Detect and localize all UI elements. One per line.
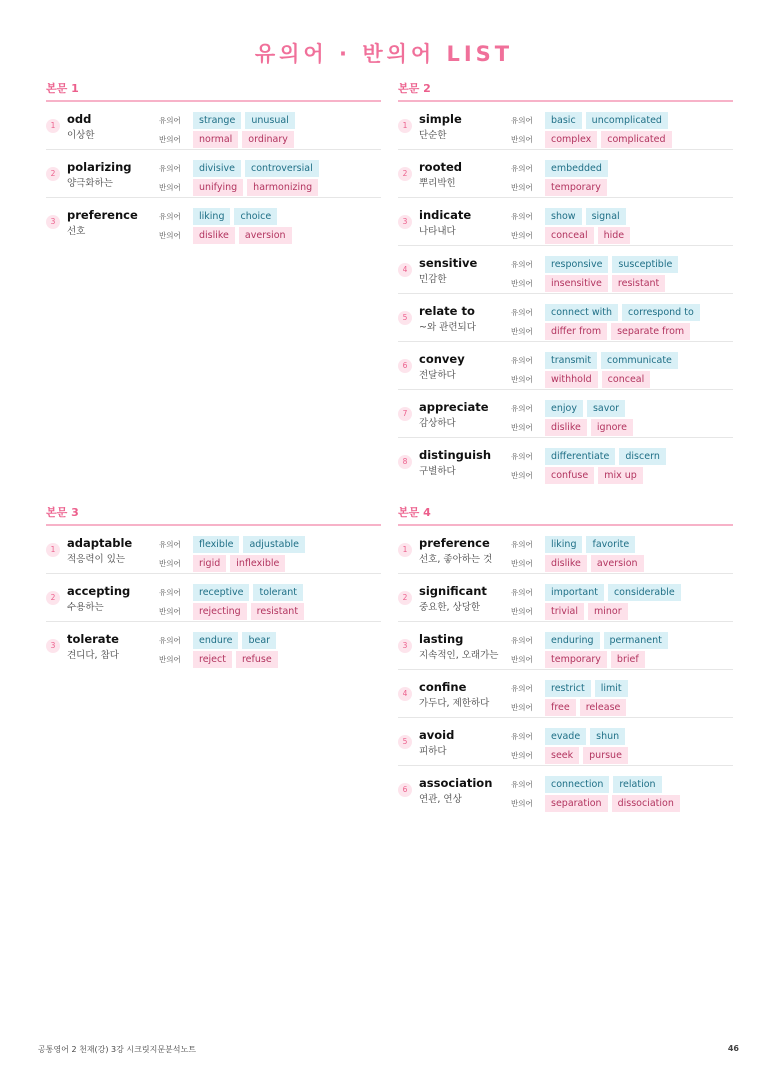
- entry-number-badge: 3: [398, 215, 412, 229]
- synonyms-row: [511, 447, 670, 465]
- vocab-entry: [398, 718, 733, 766]
- antonym-label: 반의어: [511, 374, 533, 384]
- synonym-tag: evade: [545, 728, 586, 745]
- vocab-meaning: ~와 관련되다: [419, 322, 476, 333]
- antonym-tag: complex: [545, 131, 597, 148]
- vocab-meaning: 단순한: [419, 130, 447, 141]
- page-number: 46: [727, 1044, 739, 1053]
- antonym-tag: dissociation: [612, 795, 680, 812]
- antonym-tag: temporary: [545, 179, 607, 196]
- synonym-tag: strange: [193, 112, 241, 129]
- entry-list: [46, 102, 381, 246]
- vocab-word: convey: [419, 352, 465, 366]
- page-title: 유의어 · 반의어 LIST: [254, 42, 514, 66]
- synonym-label: 유의어: [159, 539, 181, 549]
- vocab-meaning: 적응력이 있는: [67, 554, 126, 565]
- antonyms-row: [511, 274, 669, 292]
- synonym-tag: basic: [545, 112, 582, 129]
- vocab-word: avoid: [419, 728, 455, 742]
- synonym-tag: liking: [545, 536, 582, 553]
- vocab-word: sensitive: [419, 256, 478, 270]
- antonym-label: 반의어: [159, 654, 181, 664]
- antonyms-row: [511, 794, 684, 812]
- antonym-label: 반의어: [159, 606, 181, 616]
- antonym-tag: aversion: [591, 555, 644, 572]
- antonyms-row: [511, 650, 649, 668]
- synonyms-row: [511, 303, 704, 321]
- vocab-word: relate to: [419, 304, 475, 318]
- antonym-label: 반의어: [511, 558, 533, 568]
- synonym-tag: responsive: [545, 256, 608, 273]
- antonyms-row: [511, 602, 632, 620]
- antonym-tag: rejecting: [193, 603, 247, 620]
- vocab-meaning: 민감한: [419, 274, 447, 285]
- vocab-word: association: [419, 776, 493, 790]
- entry-list: [398, 102, 733, 486]
- synonym-label: 유의어: [511, 403, 533, 413]
- section-1: [46, 80, 381, 246]
- synonym-tag: bear: [242, 632, 276, 649]
- vocab-word: polarizing: [67, 160, 132, 174]
- synonyms-row: [511, 111, 672, 129]
- entry-number-badge: 4: [398, 687, 412, 701]
- vocab-entry: [398, 766, 733, 814]
- antonym-tag: separation: [545, 795, 608, 812]
- antonym-tag: aversion: [239, 227, 292, 244]
- antonym-label: 반의어: [511, 654, 533, 664]
- synonyms-row: [159, 159, 323, 177]
- antonym-tag: ordinary: [242, 131, 294, 148]
- section-heading: 본문 4: [398, 504, 733, 526]
- vocab-meaning: 중요한, 상당한: [419, 602, 481, 613]
- synonyms-row: [511, 351, 682, 369]
- antonyms-row: [159, 178, 322, 196]
- vocab-word: rooted: [419, 160, 463, 174]
- vocab-entry: [398, 150, 733, 198]
- entry-number-badge: 5: [398, 311, 412, 325]
- section-heading: 본문 2: [398, 80, 733, 102]
- synonym-label: 유의어: [511, 115, 533, 125]
- vocab-entry: [46, 622, 381, 670]
- synonyms-row: [159, 207, 281, 225]
- antonym-tag: conceal: [545, 227, 594, 244]
- footer-book-title: 공통영어 2 천재(강) 3강 시크릿지문분석노트: [38, 1045, 196, 1054]
- vocab-meaning: 전달하다: [419, 370, 456, 381]
- antonym-tag: unifying: [193, 179, 243, 196]
- vocab-word: indicate: [419, 208, 472, 222]
- vocab-entry: [46, 102, 381, 150]
- antonym-tag: refuse: [236, 651, 278, 668]
- antonym-tag: dislike: [545, 555, 587, 572]
- antonyms-row: [511, 554, 648, 572]
- synonym-label: 유의어: [159, 115, 181, 125]
- vocab-word: odd: [67, 112, 92, 126]
- vocab-entry: [398, 574, 733, 622]
- synonym-label: 유의어: [511, 211, 533, 221]
- synonym-tag: discern: [619, 448, 665, 465]
- synonyms-row: [511, 399, 629, 417]
- section-4: [398, 504, 733, 814]
- synonym-tag: signal: [586, 208, 626, 225]
- entry-list: [398, 526, 733, 814]
- vocab-entry: [46, 526, 381, 574]
- synonym-tag: limit: [595, 680, 628, 697]
- synonyms-row: [511, 775, 666, 793]
- antonym-tag: trivial: [545, 603, 584, 620]
- antonym-label: 반의어: [159, 182, 181, 192]
- vocab-word: preference: [419, 536, 490, 550]
- antonym-label: 반의어: [511, 278, 533, 288]
- synonym-label: 유의어: [159, 163, 181, 173]
- antonym-label: 반의어: [511, 422, 533, 432]
- entry-number-badge: 2: [46, 167, 60, 181]
- synonym-tag: embedded: [545, 160, 608, 177]
- antonyms-row: [511, 322, 694, 340]
- antonyms-row: [511, 178, 611, 196]
- synonym-label: 유의어: [511, 587, 533, 597]
- antonym-tag: minor: [588, 603, 628, 620]
- synonyms-row: [159, 631, 280, 649]
- vocab-meaning: 선호: [67, 226, 86, 237]
- vocab-entry: [46, 150, 381, 198]
- antonym-label: 반의어: [511, 750, 533, 760]
- antonym-tag: separate from: [611, 323, 690, 340]
- synonym-label: 유의어: [159, 635, 181, 645]
- synonym-tag: enduring: [545, 632, 600, 649]
- entry-number-badge: 3: [46, 639, 60, 653]
- antonym-tag: complicated: [601, 131, 671, 148]
- synonym-label: 유의어: [511, 163, 533, 173]
- synonym-tag: relation: [613, 776, 661, 793]
- synonyms-row: [511, 255, 682, 273]
- entry-number-badge: 1: [46, 543, 60, 557]
- synonym-tag: uncomplicated: [586, 112, 668, 129]
- synonyms-row: [511, 727, 629, 745]
- antonyms-row: [159, 130, 298, 148]
- vocab-word: preference: [67, 208, 138, 222]
- entry-number-badge: 1: [46, 119, 60, 133]
- antonym-tag: reject: [193, 651, 232, 668]
- synonym-tag: susceptible: [612, 256, 678, 273]
- vocab-entry: [398, 526, 733, 574]
- vocab-meaning: 양극화하는: [67, 178, 113, 189]
- synonym-tag: controversial: [245, 160, 319, 177]
- entry-number-badge: 2: [398, 591, 412, 605]
- synonym-tag: enjoy: [545, 400, 583, 417]
- antonym-tag: dislike: [545, 419, 587, 436]
- vocab-meaning: 감상하다: [419, 418, 456, 429]
- synonym-tag: divisive: [193, 160, 241, 177]
- synonym-label: 유의어: [511, 539, 533, 549]
- vocab-meaning: 가두다, 제한하다: [419, 698, 490, 709]
- antonym-label: 반의어: [511, 326, 533, 336]
- vocab-entry: [398, 390, 733, 438]
- antonym-tag: release: [580, 699, 627, 716]
- vocab-word: simple: [419, 112, 462, 126]
- vocab-meaning: 피하다: [419, 746, 447, 757]
- synonym-tag: shun: [590, 728, 625, 745]
- vocab-meaning: 수용하는: [67, 602, 104, 613]
- antonym-tag: rigid: [193, 555, 226, 572]
- entry-number-badge: 5: [398, 735, 412, 749]
- antonym-tag: pursue: [583, 747, 628, 764]
- antonym-tag: confuse: [545, 467, 594, 484]
- antonym-tag: resistant: [612, 275, 665, 292]
- vocab-entry: [398, 670, 733, 718]
- antonym-tag: conceal: [602, 371, 651, 388]
- synonym-label: 유의어: [511, 683, 533, 693]
- entry-number-badge: 1: [398, 543, 412, 557]
- antonym-tag: seek: [545, 747, 579, 764]
- antonym-tag: normal: [193, 131, 238, 148]
- antonym-label: 반의어: [159, 134, 181, 144]
- vocab-word: significant: [419, 584, 487, 598]
- vocab-word: adaptable: [67, 536, 133, 550]
- synonym-tag: show: [545, 208, 582, 225]
- antonym-label: 반의어: [159, 558, 181, 568]
- antonyms-row: [159, 650, 282, 668]
- section-2: [398, 80, 733, 486]
- entry-number-badge: 2: [398, 167, 412, 181]
- antonym-label: 반의어: [511, 702, 533, 712]
- synonyms-row: [511, 207, 630, 225]
- vocab-entry: [398, 246, 733, 294]
- antonym-label: 반의어: [511, 606, 533, 616]
- synonym-tag: restrict: [545, 680, 591, 697]
- antonyms-row: [159, 226, 296, 244]
- vocab-word: distinguish: [419, 448, 492, 462]
- antonym-tag: hide: [598, 227, 631, 244]
- vocab-entry: [46, 574, 381, 622]
- antonym-tag: dislike: [193, 227, 235, 244]
- synonym-tag: unusual: [245, 112, 295, 129]
- synonym-label: 유의어: [511, 451, 533, 461]
- synonyms-row: [511, 679, 632, 697]
- antonym-tag: brief: [611, 651, 645, 668]
- antonym-tag: mix up: [598, 467, 643, 484]
- vocab-meaning: 선호, 좋아하는 것: [419, 554, 493, 565]
- synonym-tag: flexible: [193, 536, 239, 553]
- vocab-word: confine: [419, 680, 467, 694]
- entry-number-badge: 1: [398, 119, 412, 133]
- antonym-label: 반의어: [511, 470, 533, 480]
- entry-number-badge: 6: [398, 359, 412, 373]
- antonyms-row: [511, 370, 654, 388]
- antonym-tag: ignore: [591, 419, 633, 436]
- synonym-label: 유의어: [511, 307, 533, 317]
- vocab-meaning: 견디다, 참다: [67, 650, 119, 661]
- antonym-label: 반의어: [511, 134, 533, 144]
- synonym-tag: considerable: [608, 584, 681, 601]
- antonyms-row: [511, 746, 632, 764]
- antonyms-row: [511, 130, 676, 148]
- synonym-label: 유의어: [159, 587, 181, 597]
- vocab-meaning: 연관, 연상: [419, 794, 462, 805]
- antonym-tag: insensitive: [545, 275, 608, 292]
- section-heading: 본문 1: [46, 80, 381, 102]
- antonym-label: 반의어: [159, 230, 181, 240]
- entry-number-badge: 3: [46, 215, 60, 229]
- synonym-label: 유의어: [159, 211, 181, 221]
- antonym-tag: withhold: [545, 371, 598, 388]
- synonyms-row: [511, 535, 639, 553]
- vocab-meaning: 나타내다: [419, 226, 456, 237]
- synonym-label: 유의어: [511, 635, 533, 645]
- antonyms-row: [511, 226, 634, 244]
- synonym-label: 유의어: [511, 259, 533, 269]
- synonyms-row: [511, 159, 612, 177]
- entry-number-badge: 7: [398, 407, 412, 421]
- antonym-label: 반의어: [511, 798, 533, 808]
- entry-list: [46, 526, 381, 670]
- vocab-entry: [398, 342, 733, 390]
- entry-number-badge: 2: [46, 591, 60, 605]
- vocab-entry: [398, 438, 733, 486]
- synonym-tag: transmit: [545, 352, 597, 369]
- antonym-tag: temporary: [545, 651, 607, 668]
- synonym-tag: tolerant: [253, 584, 303, 601]
- vocab-entry: [46, 198, 381, 246]
- synonym-tag: liking: [193, 208, 230, 225]
- antonym-tag: inflexible: [230, 555, 285, 572]
- vocab-entry: [398, 198, 733, 246]
- vocab-word: accepting: [67, 584, 131, 598]
- vocab-meaning: 구별하다: [419, 466, 456, 477]
- vocab-word: tolerate: [67, 632, 119, 646]
- entry-number-badge: 3: [398, 639, 412, 653]
- synonyms-row: [511, 583, 685, 601]
- vocab-entry: [398, 294, 733, 342]
- vocab-meaning: 지속적인, 오래가는: [419, 650, 499, 661]
- synonyms-row: [511, 631, 672, 649]
- antonym-label: 반의어: [511, 230, 533, 240]
- synonym-tag: correspond to: [622, 304, 700, 321]
- synonym-label: 유의어: [511, 779, 533, 789]
- vocab-word: appreciate: [419, 400, 489, 414]
- synonym-tag: choice: [234, 208, 277, 225]
- synonym-tag: savor: [587, 400, 625, 417]
- antonyms-row: [159, 554, 289, 572]
- synonym-tag: connect with: [545, 304, 618, 321]
- synonym-label: 유의어: [511, 731, 533, 741]
- vocab-entry: [398, 102, 733, 150]
- synonym-tag: important: [545, 584, 604, 601]
- vocab-meaning: 이상한: [67, 130, 95, 141]
- antonyms-row: [511, 418, 637, 436]
- entry-number-badge: 6: [398, 783, 412, 797]
- antonym-tag: differ from: [545, 323, 607, 340]
- synonym-tag: endure: [193, 632, 238, 649]
- synonym-tag: connection: [545, 776, 609, 793]
- synonym-tag: receptive: [193, 584, 249, 601]
- section-3: [46, 504, 381, 670]
- synonyms-row: [159, 535, 309, 553]
- vocab-word: lasting: [419, 632, 464, 646]
- vocab-meaning: 뿌리박힌: [419, 178, 456, 189]
- antonyms-row: [159, 602, 308, 620]
- synonym-label: 유의어: [511, 355, 533, 365]
- antonym-tag: free: [545, 699, 576, 716]
- synonyms-row: [159, 583, 307, 601]
- synonyms-row: [159, 111, 299, 129]
- antonyms-row: [511, 698, 630, 716]
- entry-number-badge: 4: [398, 263, 412, 277]
- synonym-tag: communicate: [601, 352, 678, 369]
- synonym-tag: adjustable: [243, 536, 305, 553]
- entry-number-badge: 8: [398, 455, 412, 469]
- vocab-entry: [398, 622, 733, 670]
- antonyms-row: [511, 466, 647, 484]
- synonym-tag: permanent: [604, 632, 668, 649]
- synonym-tag: favorite: [586, 536, 635, 553]
- section-heading: 본문 3: [46, 504, 381, 526]
- antonym-tag: resistant: [251, 603, 304, 620]
- synonym-tag: differentiate: [545, 448, 615, 465]
- antonym-label: 반의어: [511, 182, 533, 192]
- antonym-tag: harmonizing: [247, 179, 318, 196]
